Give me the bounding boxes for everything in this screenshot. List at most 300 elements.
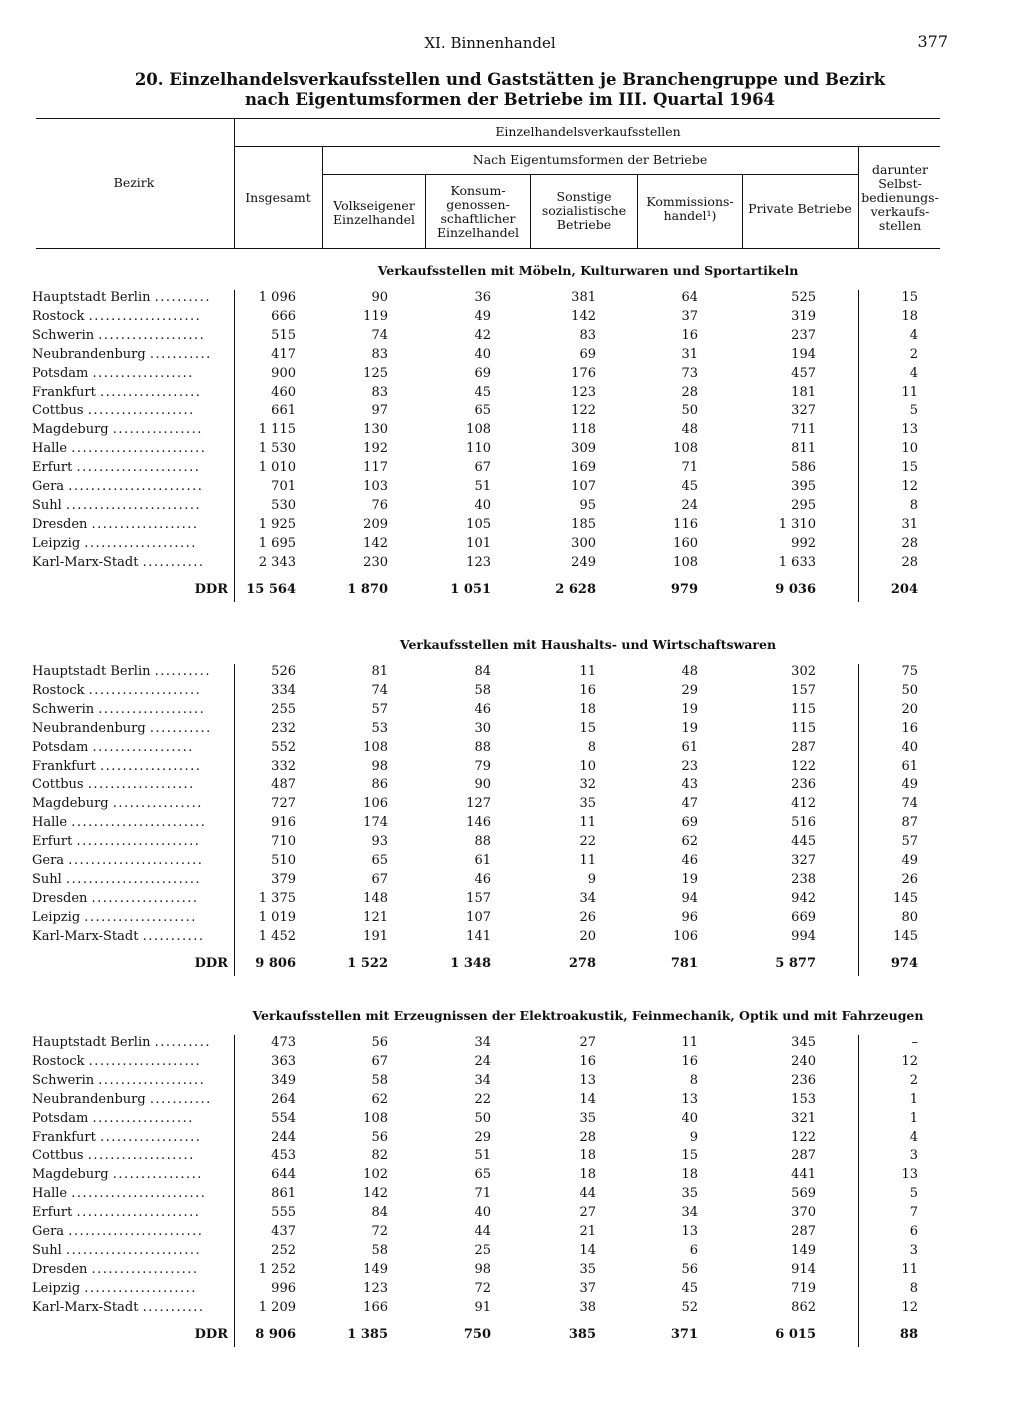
table-cell: 88 [474, 739, 491, 755]
table-cell: 53 [371, 720, 388, 736]
table-cell: 8 [909, 497, 918, 513]
table-cell: 15 564 [246, 581, 296, 597]
table-cell: 5 [909, 403, 918, 419]
table-cell: 40 [681, 1110, 698, 1126]
table-cell: 122 [791, 758, 816, 774]
leader-dots: ........... [142, 554, 205, 570]
table-cell: 98 [474, 1261, 491, 1277]
table-cell: 35 [681, 1186, 698, 1202]
leader-dots: .......... [154, 664, 211, 679]
table-cell: 84 [371, 1205, 388, 1221]
table-cell: 90 [371, 290, 388, 305]
table-cell: 153 [791, 1091, 816, 1107]
table-cell: 174 [363, 815, 388, 831]
bezirk-name [32, 777, 227, 792]
leader-dots: ................... [98, 327, 206, 343]
table-cell: 107 [466, 909, 491, 925]
table-cell: 12 [901, 479, 918, 494]
table-cell: 287 [791, 739, 816, 755]
table-cell: 8 906 [255, 1326, 296, 1342]
section-title: Verkaufsstellen mit Möbeln, Kulturwaren und Sportartikeln [377, 263, 799, 278]
leader-dots: ........................ [65, 497, 202, 513]
header-divider-einzelhandel [234, 146, 940, 147]
bezirk-name-text: Neubrandenburg [32, 346, 146, 362]
table-cell: 28 [901, 535, 918, 551]
table-title-line-1: 20. Einzelhandelsverkaufsstellen und Gaststätten je Branchengruppe und Bezirk [134, 70, 886, 89]
table-cell: 6 015 [775, 1326, 816, 1342]
table-cell: 97 [371, 403, 388, 419]
bezirk-name [32, 290, 227, 305]
table-cell: 30 [474, 720, 491, 736]
table-cell: 48 [681, 422, 698, 438]
table-cell: 6 [909, 1224, 918, 1239]
table-cell: 93 [371, 834, 388, 850]
table-cell: 719 [791, 1280, 816, 1296]
bezirk-name [32, 740, 227, 755]
table-cell: 67 [371, 871, 388, 887]
table-cell: 11 [901, 384, 918, 400]
bezirk-name [32, 853, 227, 868]
table-cell: 1 019 [258, 909, 296, 925]
leader-dots: ........................ [68, 1224, 204, 1239]
bezirk-name-text: Rostock [32, 308, 85, 324]
table-row [32, 777, 942, 796]
col-head-sonstige: Sonstige sozialistische Betriebe [541, 189, 627, 232]
leader-dots: ...................... [76, 460, 201, 476]
table-cell: 142 [363, 535, 388, 551]
table-cell: 43 [681, 777, 698, 793]
table-cell: 204 [890, 581, 918, 597]
table-cell: 240 [791, 1053, 816, 1069]
table-cell: 526 [271, 664, 296, 679]
table-cell: 15 [901, 290, 918, 305]
table-cell: – [911, 1035, 918, 1050]
table-cell: 88 [899, 1326, 918, 1342]
table-cell: 236 [791, 777, 816, 793]
leader-dots: ................... [91, 890, 199, 906]
table-cell: 98 [371, 758, 388, 774]
table-cell: 105 [466, 516, 491, 532]
table-cell: 37 [579, 1280, 596, 1296]
table-cell: 249 [571, 554, 596, 570]
table-cell: 67 [371, 1053, 388, 1069]
leader-dots: ................... [87, 1148, 195, 1164]
header-divider-3 [637, 174, 638, 248]
table-cell: 74 [371, 327, 388, 343]
table-cell: 992 [791, 535, 816, 551]
table-cell: 56 [371, 1129, 388, 1145]
table-cell: 108 [673, 441, 698, 457]
table-cell: 22 [474, 1091, 491, 1107]
table-cell: 122 [571, 403, 596, 419]
table-cell: 515 [271, 327, 296, 343]
bezirk-name [32, 796, 227, 811]
table-cell: 145 [893, 928, 918, 944]
table-cell: 309 [571, 441, 596, 457]
bezirk-name [32, 422, 227, 437]
table-cell: 13 [901, 1167, 918, 1183]
table-cell: 19 [681, 720, 698, 736]
table-cell: 44 [474, 1224, 491, 1239]
bezirk-name-text: Potsdam [32, 365, 89, 381]
table-cell: 3 [909, 1148, 918, 1164]
table-cell: 4 [909, 365, 918, 381]
bezirk-name [32, 1148, 227, 1163]
table-cell: 26 [579, 909, 596, 925]
table-cell: 13 [681, 1091, 698, 1107]
table-cell: 40 [474, 1205, 491, 1221]
table-row [32, 385, 942, 404]
table-cell: 86 [371, 777, 388, 793]
table-cell: 28 [579, 1129, 596, 1145]
bezirk-name-text: Hauptstadt Berlin [32, 290, 151, 305]
table-cell: 1 010 [258, 460, 296, 476]
table-cell: 56 [681, 1261, 698, 1277]
table-cell: 32 [579, 777, 596, 793]
header-divider-4 [742, 174, 743, 248]
table-cell: 125 [363, 365, 388, 381]
table-cell: 12 [901, 1053, 918, 1069]
bezirk-name-text: Dresden [32, 516, 88, 532]
table-cell: 21 [579, 1224, 596, 1239]
bezirk-name-text: Magdeburg [32, 796, 109, 812]
bezirk-name-text: Leipzig [32, 1280, 81, 1296]
table-total-row [32, 1327, 942, 1346]
table-cell: 28 [681, 384, 698, 400]
table-cell: 116 [673, 516, 698, 532]
table-cell: 516 [791, 815, 816, 831]
leader-dots: ................... [91, 516, 199, 532]
table-cell: 71 [474, 1186, 491, 1202]
table-cell: 996 [271, 1280, 296, 1296]
table-cell: 14 [579, 1242, 596, 1258]
table-row [32, 1300, 942, 1319]
bezirk-name [32, 929, 227, 944]
table-cell: 26 [901, 871, 918, 887]
table-cell: 9 036 [775, 581, 816, 597]
table-cell: 88 [474, 834, 491, 850]
table-cell: 81 [371, 664, 388, 679]
bezirk-name [32, 1111, 227, 1126]
table-cell: 16 [681, 1053, 698, 1069]
table-cell: 2 [909, 346, 918, 362]
header-divider-2 [530, 174, 531, 248]
bezirk-name-text: Hauptstadt Berlin [32, 1035, 151, 1050]
bezirk-name-text: Karl-Marx-Stadt [32, 928, 139, 944]
bezirk-name [32, 555, 227, 570]
table-cell: 2 628 [555, 581, 596, 597]
col-head-nach-eigentum: Nach Eigentumsformen der Betriebe [472, 152, 708, 167]
table-cell: 395 [791, 479, 816, 494]
table-row [32, 853, 942, 872]
leader-dots: ........... [142, 1299, 205, 1315]
table-cell: 87 [901, 815, 918, 831]
table-cell: 18 [579, 1148, 596, 1164]
table-cell: 264 [271, 1091, 296, 1107]
table-cell: 108 [363, 739, 388, 755]
table-cell: 332 [271, 758, 296, 774]
table-cell: 1 [909, 1110, 918, 1126]
col-head-darunter: darunter Selbst-bedienungs-verkaufs-stellen [861, 162, 939, 233]
table-cell: 11 [579, 664, 596, 679]
leader-dots: ................... [98, 701, 206, 717]
table-cell: 58 [474, 682, 491, 698]
bezirk-name [32, 536, 227, 551]
table-cell: 94 [681, 890, 698, 906]
table-cell: 69 [579, 346, 596, 362]
table-cell: 23 [681, 758, 698, 774]
table-cell: 71 [681, 460, 698, 476]
table-cell: 15 [901, 460, 918, 476]
table-title [60, 70, 960, 110]
bezirk-name [32, 366, 227, 381]
table-cell: 52 [681, 1299, 698, 1315]
table-cell: 108 [363, 1110, 388, 1126]
table-cell: 82 [371, 1148, 388, 1164]
table-cell: 437 [271, 1224, 296, 1239]
bezirk-name [32, 1092, 227, 1107]
table-cell: 363 [271, 1053, 296, 1069]
table-cell: 192 [363, 441, 388, 457]
table-cell: 319 [791, 308, 816, 324]
table-cell: 1 096 [258, 290, 296, 305]
table-cell: 115 [791, 720, 816, 736]
table-cell: 701 [271, 479, 296, 494]
table-cell: 80 [901, 909, 918, 925]
leader-dots: ...................... [76, 1205, 201, 1221]
table-row [32, 872, 942, 891]
table-cell: 300 [571, 535, 596, 551]
table-cell: 107 [571, 479, 596, 494]
table-row [32, 441, 942, 460]
table-cell: 18 [579, 701, 596, 717]
table-cell: 727 [271, 796, 296, 812]
table-cell: 65 [474, 1167, 491, 1183]
table-row [32, 1054, 942, 1073]
table-cell: 236 [791, 1072, 816, 1088]
table-row [32, 1148, 942, 1167]
table-cell: 569 [791, 1186, 816, 1202]
table-cell: 35 [579, 1261, 596, 1277]
table-cell: 10 [901, 441, 918, 457]
table-cell: 8 [689, 1072, 698, 1088]
table-cell: 34 [474, 1072, 491, 1088]
table-row [32, 1073, 942, 1092]
total-label [32, 956, 228, 971]
table-cell: 102 [363, 1167, 388, 1183]
table-cell: 83 [579, 327, 596, 343]
table-cell: 28 [901, 554, 918, 570]
table-cell: 1 [909, 1091, 918, 1107]
table-row [32, 664, 942, 683]
table-cell: 148 [363, 890, 388, 906]
table-cell: 34 [474, 1035, 491, 1050]
table-cell: 16 [579, 682, 596, 698]
table-cell: 16 [579, 1053, 596, 1069]
leader-dots: .................. [100, 384, 202, 400]
table-cell: 62 [371, 1091, 388, 1107]
bezirk-name-text: Leipzig [32, 535, 81, 551]
bezirk-name-text: Halle [32, 441, 68, 457]
table-cell: 1 522 [347, 955, 388, 971]
table-cell: 244 [271, 1129, 296, 1145]
bezirk-name-text: Gera [32, 479, 65, 494]
table-cell: 295 [791, 497, 816, 513]
table-cell: 56 [371, 1035, 388, 1050]
bezirk-name-text: Neubrandenburg [32, 720, 146, 736]
col-head-private: Private Betriebe [748, 201, 852, 216]
table-cell: 238 [791, 871, 816, 887]
table-cell: 16 [681, 327, 698, 343]
bezirk-name [32, 721, 227, 736]
table-cell: 473 [271, 1035, 296, 1050]
table-cell: 79 [474, 758, 491, 774]
table-cell: 42 [474, 327, 491, 343]
leader-dots: .................... [84, 1280, 197, 1296]
bezirk-name [32, 891, 227, 906]
table-cell: 750 [463, 1326, 491, 1342]
bezirk-name-text: Potsdam [32, 739, 89, 755]
table-cell: 530 [271, 497, 296, 513]
bezirk-name-text: Neubrandenburg [32, 1091, 146, 1107]
table-cell: 11 [579, 853, 596, 868]
bezirk-name [32, 1281, 227, 1296]
table-cell: 1 051 [450, 581, 491, 597]
bezirk-name [32, 347, 227, 362]
bezirk-name [32, 309, 227, 324]
table-cell: 554 [271, 1110, 296, 1126]
table-row [32, 422, 942, 441]
bezirk-name-text: Frankfurt [32, 758, 96, 774]
bezirk-name-text: Suhl [32, 871, 62, 887]
table-cell: 525 [791, 290, 816, 305]
table-cell: 169 [571, 460, 596, 476]
table-cell: 287 [791, 1224, 816, 1239]
table-cell: 75 [901, 664, 918, 679]
table-cell: 37 [681, 308, 698, 324]
header-bottom-rule [36, 248, 940, 249]
bezirk-name [32, 328, 227, 343]
table-cell: 22 [579, 834, 596, 850]
leader-dots: ........... [149, 720, 212, 736]
bezirk-name-text: DDR [194, 955, 228, 971]
table-cell: 64 [681, 290, 698, 305]
table-cell: 72 [371, 1224, 388, 1239]
table-row [32, 721, 942, 740]
bezirk-name [32, 479, 227, 494]
bezirk-name [32, 834, 227, 849]
table-row [32, 929, 942, 948]
bezirk-name-text: Erfurt [32, 460, 73, 476]
table-cell: 453 [271, 1148, 296, 1164]
table-cell: 61 [474, 853, 491, 868]
table-cell: 385 [568, 1326, 596, 1342]
table-cell: 46 [474, 871, 491, 887]
table-cell: 58 [371, 1072, 388, 1088]
table-cell: 412 [791, 796, 816, 812]
table-cell: 811 [791, 441, 816, 457]
table-row [32, 536, 942, 555]
table-cell: 50 [681, 403, 698, 419]
bezirk-name-text: Rostock [32, 1053, 85, 1069]
leader-dots: ........................ [71, 815, 207, 831]
table-cell: 1 348 [450, 955, 491, 971]
table-cell: 145 [893, 890, 918, 906]
table-cell: 1 695 [258, 535, 296, 551]
table-cell: 1 633 [778, 554, 816, 570]
table-cell: 27 [579, 1035, 596, 1050]
table-cell: 11 [681, 1035, 698, 1050]
bezirk-name [32, 1073, 227, 1088]
table-cell: 50 [901, 682, 918, 698]
table-cell: 157 [791, 682, 816, 698]
table-cell: 74 [901, 796, 918, 812]
leader-dots: ................ [112, 796, 203, 812]
table-cell: 209 [363, 516, 388, 532]
leader-dots: .................... [88, 682, 202, 698]
leader-dots: .......... [154, 290, 211, 305]
table-cell: 12 [901, 1299, 918, 1315]
table-row [32, 1224, 942, 1243]
table-cell: 51 [474, 1148, 491, 1164]
table-cell: 141 [466, 928, 491, 944]
table-cell: 123 [466, 554, 491, 570]
table-cell: 974 [890, 955, 918, 971]
table-cell: 24 [474, 1053, 491, 1069]
bezirk-name [32, 1224, 227, 1239]
bezirk-name-text: Erfurt [32, 1205, 73, 1221]
table-cell: 50 [474, 1110, 491, 1126]
table-cell: 29 [474, 1129, 491, 1145]
table-cell: 130 [363, 422, 388, 438]
table-cell: 47 [681, 796, 698, 812]
table-cell: 45 [681, 1280, 698, 1296]
table-cell: 62 [681, 834, 698, 850]
table-cell: 38 [579, 1299, 596, 1315]
bezirk-name-text: DDR [194, 581, 228, 597]
table-row [32, 479, 942, 498]
bezirk-name [32, 702, 227, 717]
bezirk-name [32, 1130, 227, 1145]
bezirk-name-text: Gera [32, 853, 65, 868]
leader-dots: ................... [91, 1261, 199, 1277]
bezirk-name-text: Suhl [32, 497, 62, 513]
bezirk-name-text: Schwerin [32, 701, 95, 717]
table-cell: 46 [474, 701, 491, 717]
table-cell: 108 [673, 554, 698, 570]
bezirk-name [32, 517, 227, 532]
table-row [32, 290, 942, 309]
table-cell: 1 452 [258, 928, 296, 944]
bezirk-name-text: Dresden [32, 1261, 88, 1277]
table-row [32, 1262, 942, 1281]
table-cell: 61 [681, 739, 698, 755]
table-row [32, 1130, 942, 1149]
table-row [32, 834, 942, 853]
table-cell: 49 [901, 777, 918, 793]
table-cell: 487 [271, 777, 296, 793]
table-cell: 49 [901, 853, 918, 868]
total-label [32, 1327, 228, 1342]
table-row [32, 498, 942, 517]
table-cell: 781 [670, 955, 698, 971]
table-cell: 666 [271, 308, 296, 324]
table-cell: 40 [901, 739, 918, 755]
bezirk-name-text: Rostock [32, 682, 85, 698]
col-head-konsum: Konsum-genossen-schaftlicher Einzelhandel [436, 183, 520, 240]
table-cell: 44 [579, 1186, 596, 1202]
table-cell: 942 [791, 890, 816, 906]
